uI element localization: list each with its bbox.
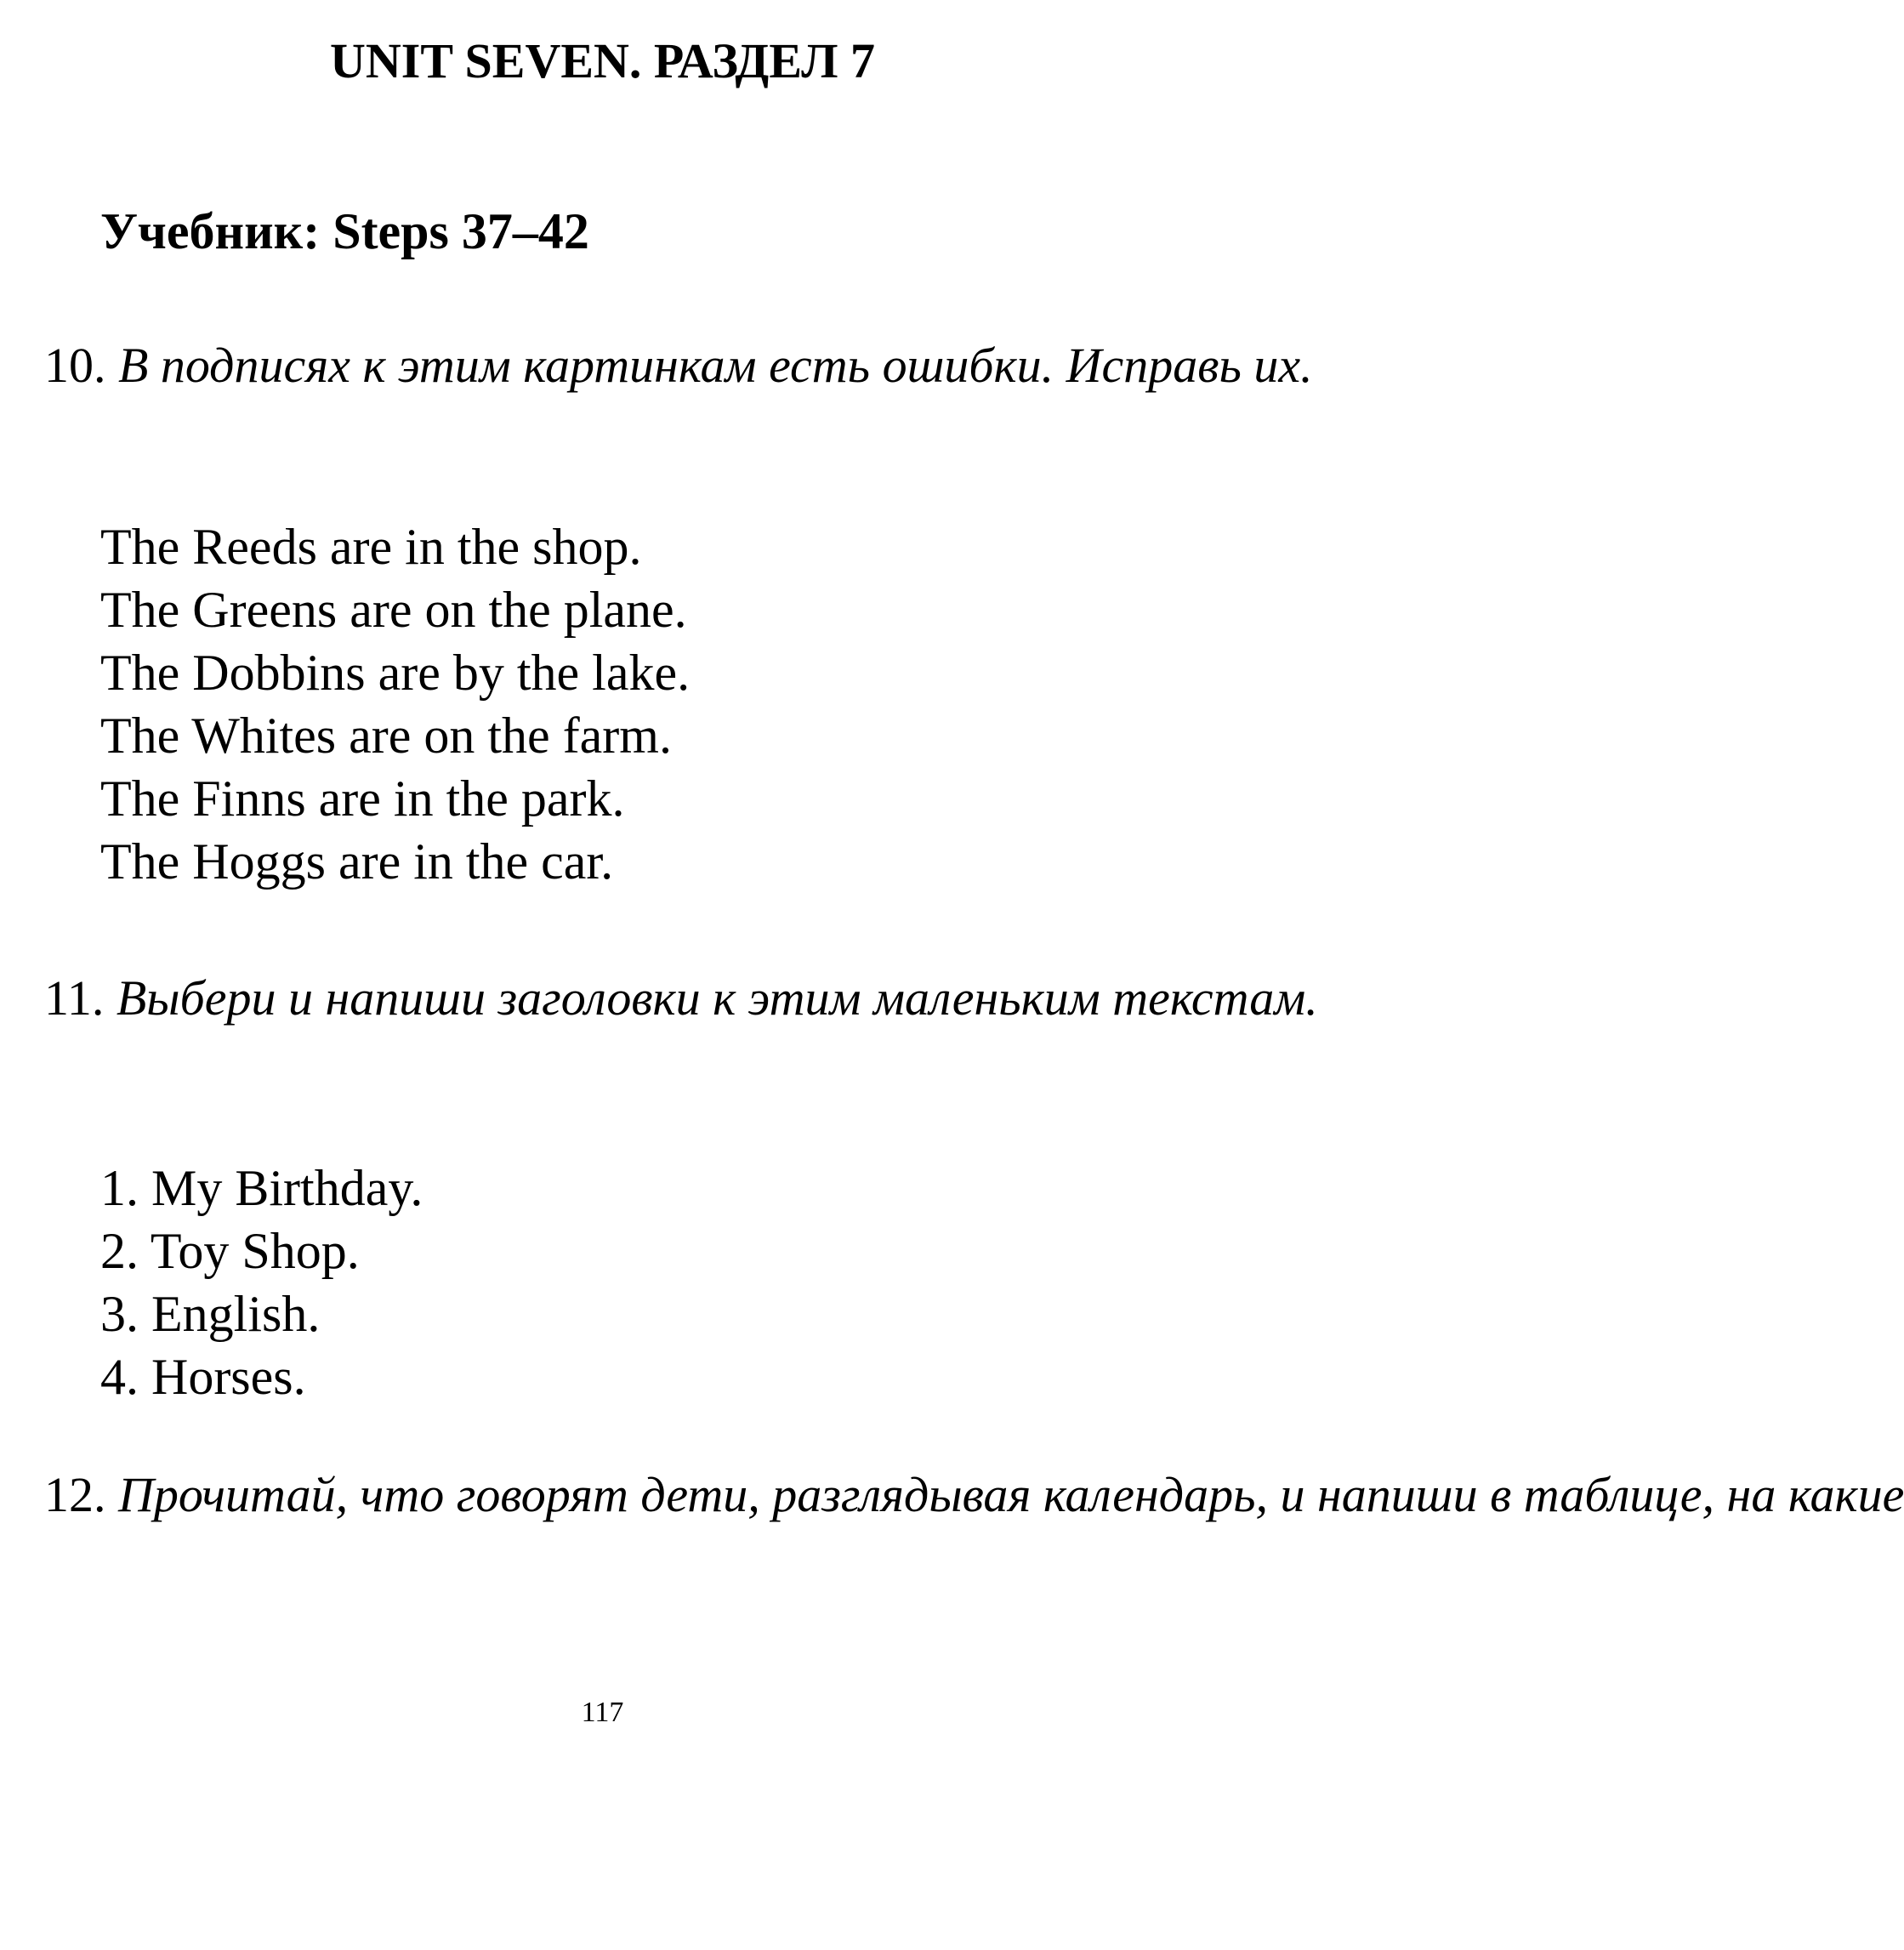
instruction-text: Прочитай, что говорят дети, разглядывая календарь, и напиши в таблице, на какие (118, 1467, 1904, 1522)
title-option: 4. Horses. (100, 1349, 306, 1405)
instruction-text: Выбери и напиши заголовки к этим маленьким текстам. (116, 970, 1318, 1026)
exercise-10-instruction (44, 333, 1313, 398)
sentence-line: The Finns are in the park. (100, 770, 625, 827)
sentence-line: The Whites are on the farm. (100, 708, 672, 764)
textbook-reference: Учебник: Steps 37–42 (100, 203, 589, 259)
exercise-12-instruction (44, 1463, 1904, 1527)
exercise-number: 10. (44, 338, 106, 393)
sentence-line: The Greens are on the plane. (100, 582, 687, 638)
sentence-line: The Hoggs are in the car. (100, 833, 614, 890)
exercise-11-titles (100, 1157, 423, 1408)
sentence-line: The Reeds are in the shop. (100, 519, 642, 575)
unit-title: UNIT SEVEN. РАЗДЕЛ 7 (330, 33, 875, 88)
exercise-number: 12. (44, 1467, 106, 1522)
instruction-text: В подписях к этим картинкам есть ошибки. Исправь их. (118, 338, 1313, 393)
exercise-number: 11. (44, 970, 105, 1026)
title-option: 2. Toy Shop. (100, 1223, 360, 1279)
page-number: 117 (581, 1697, 624, 1728)
sentence-line: The Dobbins are by the lake. (100, 645, 691, 701)
title-option: 3. English. (100, 1286, 321, 1342)
title-option: 1. My Birthday. (100, 1160, 423, 1216)
exercise-10-sentences (100, 515, 690, 893)
exercise-11-instruction (44, 966, 1318, 1031)
